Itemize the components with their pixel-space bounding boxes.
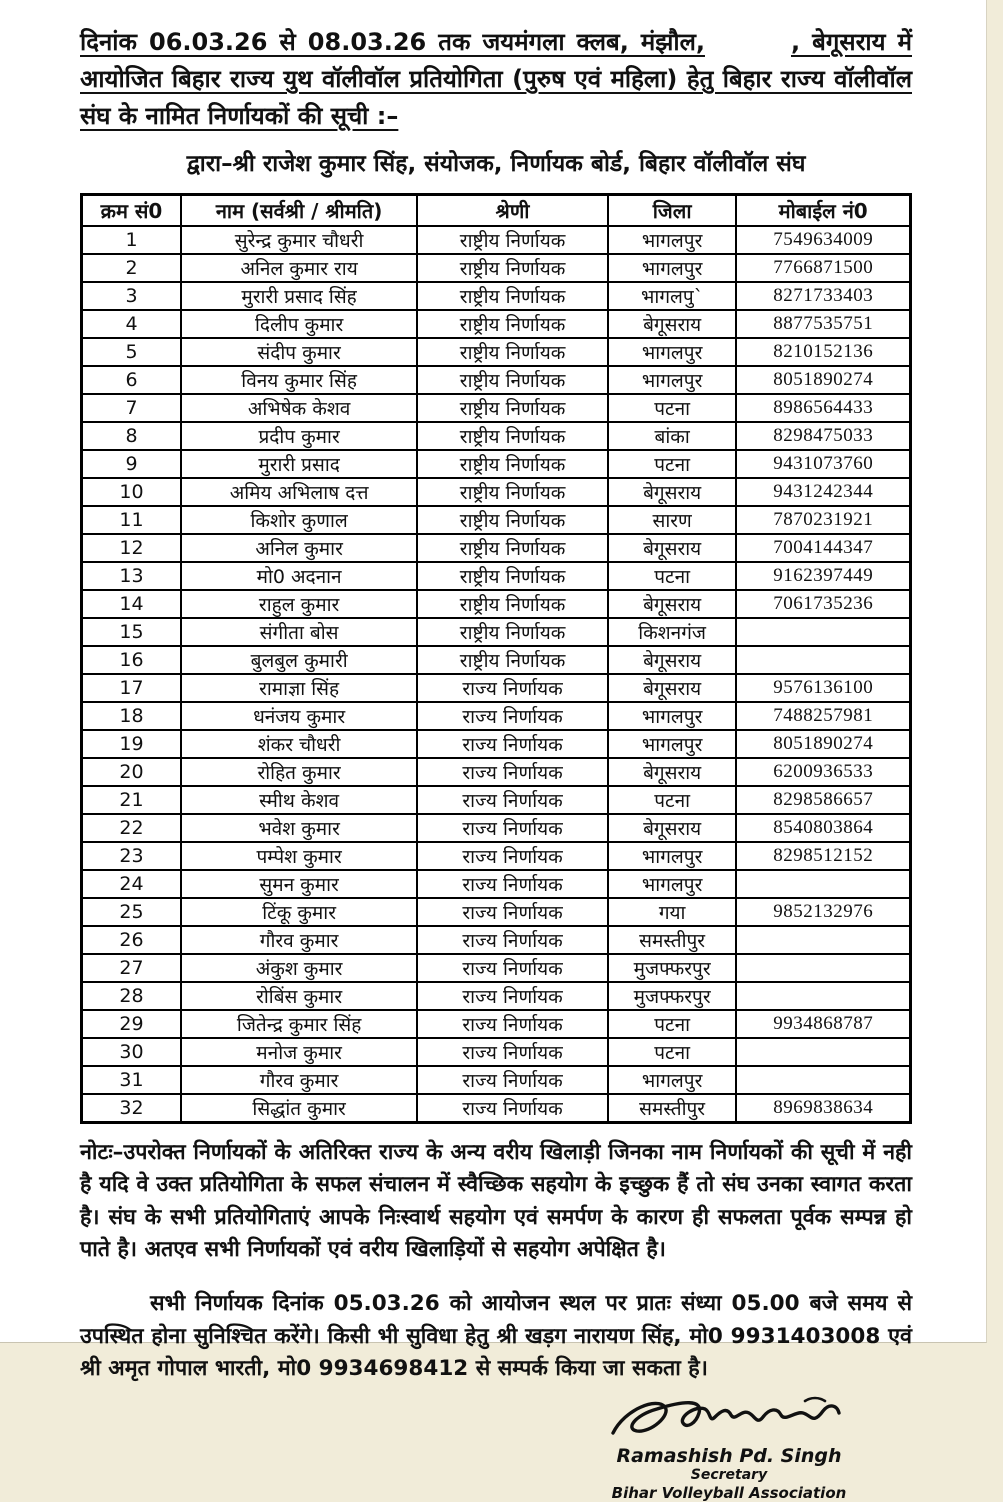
cell-category: राष्ट्रीय निर्णायक (417, 534, 608, 562)
cell-name: अमिय अभिलाष दत्त (181, 478, 417, 506)
signature-scrawl-icon (599, 1389, 859, 1451)
cell-mobile (736, 646, 910, 674)
table-row (82, 702, 911, 730)
cell-sn: 31 (82, 1066, 181, 1094)
cell-sn: 1 (82, 226, 181, 254)
table-row (82, 730, 911, 758)
cell-category: राष्ट्रीय निर्णायक (417, 506, 608, 534)
cell-category: राज्य निर्णायक (417, 730, 608, 758)
note-paragraph-2: सभी निर्णायक दिनांक 05.03.26 को आयोजन स्थल पर प्रातः संध्या 05.00 बजे समय से उपस्थित होना सुनिश्चित करेंगे। किसी भी सुविधा हेतु श्री खड़ग नारायण सिंह, मो0 9931403008 एवं श्री अमृत गोपाल भारती, मो0 9934698412 से सम्पर्क किया जा सकता है। (80, 1291, 912, 1381)
cell-mobile: 7766871500 (736, 254, 910, 282)
cell-mobile (736, 926, 910, 954)
table-row (82, 478, 911, 506)
table-row (82, 450, 911, 478)
heading-text-post: , बेगूसराय में आयोजित बिहार राज्य युथ वॉलीवॉल प्रतियोगिता (पुरुष एवं महिला) हेतु बिहार राज्य वॉलीवॉल संघ के नामित निर्णायकों की सूची :– (80, 28, 912, 130)
column-header-serial: क्रम सं0 (82, 195, 181, 226)
cell-district: पटना (608, 562, 736, 590)
cell-mobile: 8051890274 (736, 366, 910, 394)
cell-district: भागलपुर (608, 1066, 736, 1094)
cell-name: अनिल कुमार राय (181, 254, 417, 282)
cell-mobile: 9431242344 (736, 478, 910, 506)
cell-category: राज्य निर्णायक (417, 842, 608, 870)
cell-district: भागलपुर (608, 254, 736, 282)
table-row (82, 618, 911, 646)
cell-district: भागलपुˋ (608, 282, 736, 310)
cell-district: भागलपुर (608, 870, 736, 898)
cell-sn: 20 (82, 758, 181, 786)
cell-mobile: 7004144347 (736, 534, 910, 562)
signatory-title: Secretary (690, 1467, 768, 1483)
cell-name: गौरव कुमार (181, 1066, 417, 1094)
table-row (82, 254, 911, 282)
cell-name: संगीता बोस (181, 618, 417, 646)
cell-category: राष्ट्रीय निर्णायक (417, 394, 608, 422)
cell-sn: 21 (82, 786, 181, 814)
cell-mobile: 8271733403 (736, 282, 910, 310)
cell-category: राष्ट्रीय निर्णायक (417, 478, 608, 506)
cell-category: राष्ट्रीय निर्णायक (417, 646, 608, 674)
cell-sn: 2 (82, 254, 181, 282)
cell-district: मुजफ्फरपुर (608, 982, 736, 1010)
cell-name: रोहित कुमार (181, 758, 417, 786)
cell-name: राहुल कुमार (181, 590, 417, 618)
cell-name: अनिल कुमार (181, 534, 417, 562)
cell-district: किशनगंज (608, 618, 736, 646)
cell-sn: 13 (82, 562, 181, 590)
cell-category: राष्ट्रीय निर्णायक (417, 562, 608, 590)
cell-mobile (736, 618, 910, 646)
table-row (82, 1010, 911, 1038)
cell-district: पटना (608, 450, 736, 478)
cell-sn: 10 (82, 478, 181, 506)
cell-mobile: 6200936533 (736, 758, 910, 786)
table-row (82, 226, 911, 254)
cell-name: किशोर कुणाल (181, 506, 417, 534)
table-row (82, 1066, 911, 1094)
cell-district: भागलपुर (608, 226, 736, 254)
cell-mobile: 8210152136 (736, 338, 910, 366)
cell-district: बेगूसराय (608, 478, 736, 506)
cell-name: रोबिंस कुमार (181, 982, 417, 1010)
cell-category: राष्ट्रीय निर्णायक (417, 422, 608, 450)
cell-district: पटना (608, 786, 736, 814)
table-row (82, 674, 911, 702)
cell-sn: 23 (82, 842, 181, 870)
cell-sn: 8 (82, 422, 181, 450)
cell-category: राज्य निर्णायक (417, 786, 608, 814)
cell-category: राष्ट्रीय निर्णायक (417, 338, 608, 366)
table-row (82, 394, 911, 422)
table-row (82, 422, 911, 450)
table-row (82, 310, 911, 338)
cell-district: गया (608, 898, 736, 926)
cell-sn: 16 (82, 646, 181, 674)
referee-table-body (82, 226, 911, 1123)
cell-mobile: 8986564433 (736, 394, 910, 422)
note-paragraph-1 (80, 1137, 912, 1267)
cell-sn: 29 (82, 1010, 181, 1038)
table-row (82, 506, 911, 534)
cell-mobile: 8969838634 (736, 1094, 910, 1123)
cell-district: बेगूसराय (608, 590, 736, 618)
cell-name: प्रदीप कुमार (181, 422, 417, 450)
cell-category: राष्ट्रीय निर्णायक (417, 226, 608, 254)
cell-category: राष्ट्रीय निर्णायक (417, 450, 608, 478)
table-row (82, 1038, 911, 1066)
cell-district: भागलपुर (608, 338, 736, 366)
table-row (82, 1094, 911, 1123)
table-row (82, 814, 911, 842)
cell-sn: 5 (82, 338, 181, 366)
column-header-name: नाम (सर्वश्री / श्रीमति) (181, 195, 417, 226)
cell-sn: 27 (82, 954, 181, 982)
cell-district: बांका (608, 422, 736, 450)
cell-mobile: 9576136100 (736, 674, 910, 702)
cell-category: राज्य निर्णायक (417, 1066, 608, 1094)
cell-district: मुजफ्फरपुर (608, 954, 736, 982)
cell-category: राज्य निर्णायक (417, 982, 608, 1010)
table-row (82, 590, 911, 618)
cell-district: बेगूसराय (608, 674, 736, 702)
cell-category: राष्ट्रीय निर्णायक (417, 254, 608, 282)
cell-category: राज्य निर्णायक (417, 898, 608, 926)
column-header-district: जिला (608, 195, 736, 226)
cell-mobile (736, 1038, 910, 1066)
table-row (82, 982, 911, 1010)
signatory-organization: Bihar Volleyball Association (611, 1484, 847, 1502)
cell-category: राज्य निर्णायक (417, 758, 608, 786)
cell-name: धनंजय कुमार (181, 702, 417, 730)
cell-category: राष्ट्रीय निर्णायक (417, 366, 608, 394)
cell-mobile: 9162397449 (736, 562, 910, 590)
table-row (82, 870, 911, 898)
cell-category: राज्य निर्णायक (417, 1010, 608, 1038)
table-row (82, 366, 911, 394)
heading-blank-line (705, 24, 791, 61)
cell-mobile: 9852132976 (736, 898, 910, 926)
cell-mobile: 7870231921 (736, 506, 910, 534)
cell-district: बेगूसराय (608, 646, 736, 674)
cell-sn: 28 (82, 982, 181, 1010)
cell-sn: 30 (82, 1038, 181, 1066)
cell-name: गौरव कुमार (181, 926, 417, 954)
cell-name: मनोज कुमार (181, 1038, 417, 1066)
cell-district: भागलपुर (608, 842, 736, 870)
cell-sn: 32 (82, 1094, 181, 1123)
cell-name: मुरारी प्रसाद सिंह (181, 282, 417, 310)
cell-mobile: 8877535751 (736, 310, 910, 338)
cell-sn: 15 (82, 618, 181, 646)
table-row (82, 646, 911, 674)
cell-mobile: 9431073760 (736, 450, 910, 478)
cell-mobile (736, 870, 910, 898)
cell-mobile: 8298512152 (736, 842, 910, 870)
table-row (82, 534, 911, 562)
cell-name: बुलबुल कुमारी (181, 646, 417, 674)
cell-name: मुरारी प्रसाद (181, 450, 417, 478)
cell-sn: 26 (82, 926, 181, 954)
cell-sn: 14 (82, 590, 181, 618)
cell-district: समस्तीपुर (608, 1094, 736, 1123)
cell-mobile (736, 982, 910, 1010)
cell-district: पटना (608, 1038, 736, 1066)
cell-category: राज्य निर्णायक (417, 1038, 608, 1066)
cell-name: रामाज्ञा सिंह (181, 674, 417, 702)
cell-name: मो0 अदनान (181, 562, 417, 590)
cell-sn: 4 (82, 310, 181, 338)
cell-district: पटना (608, 394, 736, 422)
signatory-name: Ramashish Pd. Singh (616, 1445, 842, 1467)
table-row (82, 926, 911, 954)
cell-category: राज्य निर्णायक (417, 674, 608, 702)
cell-district: सारण (608, 506, 736, 534)
cell-name: अंकुश कुमार (181, 954, 417, 982)
header-row (82, 195, 911, 226)
cell-category: राष्ट्रीय निर्णायक (417, 590, 608, 618)
cell-name: भवेश कुमार (181, 814, 417, 842)
cell-name: सिद्धांत कुमार (181, 1094, 417, 1123)
cell-sn: 3 (82, 282, 181, 310)
cell-mobile (736, 954, 910, 982)
cell-district: भागलपुर (608, 366, 736, 394)
cell-category: राष्ट्रीय निर्णायक (417, 618, 608, 646)
table-row (82, 562, 911, 590)
cell-sn: 6 (82, 366, 181, 394)
cell-category: राज्य निर्णायक (417, 926, 608, 954)
heading-text-pre: दिनांक 06.03.26 से 08.03.26 तक जयमंगला क्लब, मंझौल, (80, 28, 705, 56)
cell-district: पटना (608, 1010, 736, 1038)
cell-sn: 9 (82, 450, 181, 478)
cell-district: बेगूसराय (608, 534, 736, 562)
cell-district: बेगूसराय (608, 814, 736, 842)
cell-name: अभिषेक केशव (181, 394, 417, 422)
column-header-category: श्रेणी (417, 195, 608, 226)
cell-mobile: 7488257981 (736, 702, 910, 730)
cell-mobile: 8298475033 (736, 422, 910, 450)
cell-name: पम्पेश कुमार (181, 842, 417, 870)
cell-sn: 22 (82, 814, 181, 842)
table-row (82, 786, 911, 814)
cell-district: बेगूसराय (608, 758, 736, 786)
column-header-mobile: मोबाईल नं0 (736, 195, 910, 226)
cell-name: शंकर चौधरी (181, 730, 417, 758)
table-row (82, 954, 911, 982)
note-label: नोटः– (80, 1139, 124, 1165)
note-1-text: उपरोक्त निर्णायकों के अतिरिक्त राज्य के अन्य वरीय खिलाड़ी जिनका नाम निर्णायकों की सूची में नही है यदि वे उक्त प्रतियोगिता के सफल संचालन में स्वैच्छिक सहयोग के इच्छुक हैं तो संघ उनका स्वागत करता है। संघ के सभी प्रतियोगिताएं आपके निःस्वार्थ सहयोग एवं समर्पण के कारण ही सफलता पूर्वक सम्पन्न हो पाते है। अतएव सभी निर्णायकों एवं वरीय खिलाड़ियों से सहयोग अपेक्षित है। (80, 1139, 912, 1262)
cell-mobile: 8298586657 (736, 786, 910, 814)
document-heading (80, 24, 912, 135)
cell-category: राज्य निर्णायक (417, 870, 608, 898)
byline: द्वारा–श्री राजेश कुमार सिंह, संयोजक, निर्णायक बोर्ड, बिहार वॉलीवॉल संघ (186, 151, 806, 177)
cell-name: स्मीथ केशव (181, 786, 417, 814)
cell-category: राज्य निर्णायक (417, 954, 608, 982)
cell-mobile: 9934868787 (736, 1010, 910, 1038)
table-row (82, 758, 911, 786)
cell-name: सुमन कुमार (181, 870, 417, 898)
cell-category: राज्य निर्णायक (417, 814, 608, 842)
cell-name: दिलीप कुमार (181, 310, 417, 338)
cell-category: राज्य निर्णायक (417, 702, 608, 730)
table-row (82, 282, 911, 310)
cell-sn: 17 (82, 674, 181, 702)
table-row (82, 842, 911, 870)
cell-category: राष्ट्रीय निर्णायक (417, 282, 608, 310)
cell-mobile: 7549634009 (736, 226, 910, 254)
cell-district: बेगूसराय (608, 310, 736, 338)
signature-block (574, 1389, 884, 1502)
cell-mobile: 7061735236 (736, 590, 910, 618)
cell-sn: 7 (82, 394, 181, 422)
cell-category: राज्य निर्णायक (417, 1094, 608, 1123)
cell-mobile: 8540803864 (736, 814, 910, 842)
cell-district: समस्तीपुर (608, 926, 736, 954)
table-row (82, 898, 911, 926)
cell-name: विनय कुमार सिंह (181, 366, 417, 394)
referee-table (80, 193, 912, 1124)
cell-name: जितेन्द्र कुमार सिंह (181, 1010, 417, 1038)
cell-mobile (736, 1066, 910, 1094)
cell-sn: 18 (82, 702, 181, 730)
cell-name: संदीप कुमार (181, 338, 417, 366)
cell-name: सुरेन्द्र कुमार चौधरी (181, 226, 417, 254)
cell-mobile: 8051890274 (736, 730, 910, 758)
cell-district: भागलपुर (608, 702, 736, 730)
cell-sn: 24 (82, 870, 181, 898)
cell-sn: 19 (82, 730, 181, 758)
cell-sn: 25 (82, 898, 181, 926)
table-row (82, 338, 911, 366)
cell-district: भागलपुर (608, 730, 736, 758)
cell-sn: 12 (82, 534, 181, 562)
cell-name: टिंकू कुमार (181, 898, 417, 926)
referee-table-head (82, 195, 911, 226)
cell-sn: 11 (82, 506, 181, 534)
cell-category: राष्ट्रीय निर्णायक (417, 310, 608, 338)
